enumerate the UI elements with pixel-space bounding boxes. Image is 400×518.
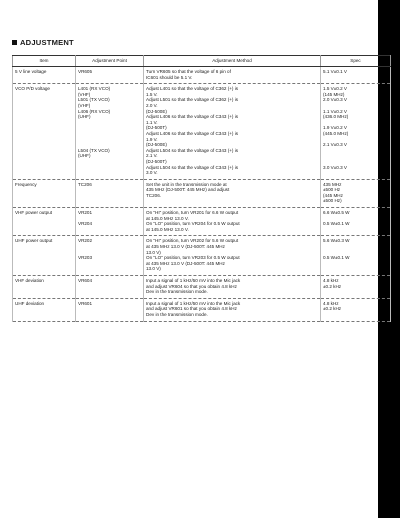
cell-line: Adjust L401 so that the voltage of C362 (+) is: [146, 86, 239, 92]
cell-line: VHF power output: [15, 210, 53, 216]
adjustment-table: [12, 55, 391, 322]
cell-line: 2.1 V.: [146, 153, 158, 159]
cell-line: ±0.2 kHz: [323, 283, 342, 289]
cell-line: at 435 MHz 13.0 V (DJ-500T: 445 MHz: [146, 260, 225, 266]
cell-line: Frequency: [15, 181, 37, 187]
cell-line: (DJ-500E): [146, 142, 167, 148]
cell-line: UHF power output: [15, 238, 53, 244]
cell-line: Adjust L504 so that the voltage of C343 (+) is: [146, 147, 239, 153]
cell-line: (436.0 MHz): [323, 114, 349, 120]
cell-line: Adjust L406 so that the voltage of C343 (+) is: [146, 114, 239, 120]
spec-cell: [321, 67, 391, 84]
bullet-square-icon: [12, 40, 17, 45]
cell-line: 435 MHz (DJ-500T: 445 MHz) and adjust: [146, 187, 230, 193]
adjustment-point-cell: [76, 67, 144, 84]
header-item: Item: [13, 56, 76, 67]
cell-line: 5.6 W±0.3 W: [323, 238, 350, 244]
cell-line: ±500 Hz: [323, 187, 341, 193]
adjustment-point-cell: [76, 298, 144, 321]
cell-line: Adjust L504 so that the voltage of C343 (+) is: [146, 164, 239, 170]
section-heading: [12, 38, 74, 47]
adjustment-method-cell: [144, 276, 321, 299]
cell-line: 435 MHz: [323, 181, 342, 187]
cell-line: (VHF): [78, 91, 91, 97]
cell-line: 4.8 kHz: [323, 278, 339, 283]
adjustment-point-cell: [76, 84, 144, 180]
cell-line: 1.5 V±0.2 V: [323, 86, 347, 92]
item-cell: [13, 84, 76, 180]
adjustment-method-cell: [144, 84, 321, 180]
cell-line: VR601: [78, 300, 93, 306]
cell-line: L504 (TX VCO): [78, 147, 110, 153]
cell-line: (DJ-500T): [146, 158, 167, 164]
cell-line: VR204: [78, 221, 93, 227]
item-cell: [13, 276, 76, 299]
table-row: [13, 208, 391, 236]
cell-line: 1.9 V.: [146, 136, 158, 142]
item-cell: [13, 208, 76, 236]
cell-line: 2.0 V±0.3 V: [323, 97, 347, 103]
spec-cell: [321, 236, 391, 276]
cell-line: VR202: [78, 238, 93, 244]
table-row: [13, 84, 391, 180]
cell-line: Turn VR605 so that the voltage of 6 pin of: [146, 69, 231, 74]
cell-line: (145 MHz): [323, 91, 345, 97]
cell-line: VR604: [78, 278, 93, 283]
adjustment-method-cell: [144, 179, 321, 207]
cell-line: Input a signal of 1 kHz/50 mV into the Mic jack: [146, 278, 241, 283]
cell-line: IC601 should be 5.1 V.: [146, 74, 193, 80]
table-row: [13, 236, 391, 276]
header-spec: Spec: [321, 56, 391, 67]
header-adjustment-method: Adjustment Method: [144, 56, 321, 67]
cell-line: and adjust VR601 so that you obtain 4.8 kHz: [146, 306, 237, 312]
cell-line: Dev in the transmission mode.: [146, 289, 208, 295]
cell-line: 6.6 W±0.5 W: [323, 210, 350, 216]
cell-line: On "LO" position, turn VR203 for 0.5 W output: [146, 255, 240, 261]
cell-line: (445.0 MHz): [323, 130, 349, 136]
cell-line: VHF deviation: [15, 278, 44, 283]
cell-line: 13.0 V): [146, 249, 161, 255]
cell-line: 5 V line voltage: [15, 69, 47, 74]
cell-line: VCO P/D voltage: [15, 86, 50, 92]
cell-line: VR203: [78, 255, 93, 261]
cell-line: Dev in the transmission mode.: [146, 311, 208, 317]
cell-line: and adjust VR604 so that you obtain 4.8 kHz: [146, 283, 237, 289]
cell-line: VR201: [78, 210, 93, 216]
spec-cell: [321, 84, 391, 180]
adjustment-method-cell: [144, 208, 321, 236]
cell-line: On "HI" position, turn VR202 for 5.6 W output: [146, 238, 239, 244]
cell-line: 0.5 W±0.1 W: [323, 221, 350, 227]
adjustment-method-cell: [144, 67, 321, 84]
item-cell: [13, 236, 76, 276]
cell-line: On "LO" position, turn VR204 for 0.5 W output: [146, 221, 240, 227]
table-row: [13, 298, 391, 321]
adjustment-method-cell: [144, 236, 321, 276]
cell-line: ±500 Hz): [323, 198, 342, 204]
cell-line: (DJ-500T): [146, 125, 167, 131]
cell-line: Input a signal of 1 kHz/50 mV into the Mic jack: [146, 300, 241, 306]
cell-line: at 435 MHz 13.0 V (DJ-500T: 445 MHz: [146, 244, 225, 250]
item-cell: [13, 298, 76, 321]
cell-line: ±0.2 kHz: [323, 306, 342, 312]
spec-cell: [321, 276, 391, 299]
cell-line: TC206: [78, 181, 92, 187]
cell-line: 1.1 V.: [146, 119, 158, 125]
cell-line: (VHF): [78, 102, 91, 108]
cell-line: 1.9 V±0.2 V: [323, 125, 347, 131]
cell-line: Adjust L406 so that the voltage of C343 (+) is: [146, 130, 239, 136]
item-cell: [13, 67, 76, 84]
cell-line: 2.0 V.: [146, 102, 158, 108]
cell-line: 3.0 V±0.3 V: [323, 164, 347, 170]
cell-line: 2.1 V±0.3 V: [323, 142, 347, 148]
table-row: [13, 67, 391, 84]
spec-cell: [321, 208, 391, 236]
adjustment-point-cell: [76, 236, 144, 276]
cell-line: (UHF): [78, 153, 91, 159]
cell-line: at 145.0 MHz 13.0 V.: [146, 226, 189, 232]
adjustment-point-cell: [76, 276, 144, 299]
spec-cell: [321, 298, 391, 321]
spec-cell: [321, 179, 391, 207]
cell-line: 1.5 V.: [146, 91, 158, 97]
cell-line: (UHF): [78, 114, 91, 120]
cell-line: 5.1 V±0.1 V: [323, 69, 347, 74]
section-title-text: ADJUSTMENT: [20, 38, 74, 47]
cell-line: 1.1 V±0.2 V: [323, 108, 347, 114]
cell-line: L401 (RX VCO): [78, 86, 111, 92]
table-row: [13, 276, 391, 299]
cell-line: On "HI" position, turn VR201 for 6.6 W output: [146, 210, 239, 216]
table-row: [13, 179, 391, 207]
item-cell: [13, 179, 76, 207]
header-adjustment-point: Adjustment Point: [76, 56, 144, 67]
cell-line: (DJ-500E): [146, 108, 167, 114]
table-body: [13, 67, 391, 322]
cell-line: UHF deviation: [15, 300, 45, 306]
cell-line: 3.0 V.: [146, 170, 158, 176]
cell-line: 13.0 V): [146, 266, 161, 272]
adjustment-point-cell: [76, 208, 144, 236]
cell-line: TC206.: [146, 192, 162, 198]
cell-line: (445 MHz: [323, 192, 343, 198]
cell-line: L406 (RX VCO): [78, 108, 111, 114]
adjustment-method-cell: [144, 298, 321, 321]
cell-line: Set the unit in the transmission mode at: [146, 181, 227, 187]
cell-line: Adjust L501 so that the voltage of C362 (+) is: [146, 97, 239, 103]
cell-line: at 145.0 MHz 13.0 V.: [146, 215, 189, 221]
adjustment-point-cell: [76, 179, 144, 207]
table-header-row: [13, 56, 391, 67]
cell-line: 0.5 W±0.1 W: [323, 255, 350, 261]
cell-line: 4.8 kHz: [323, 300, 339, 306]
cell-line: L501 (TX VCO): [78, 97, 110, 103]
cell-line: VR605: [78, 69, 93, 74]
